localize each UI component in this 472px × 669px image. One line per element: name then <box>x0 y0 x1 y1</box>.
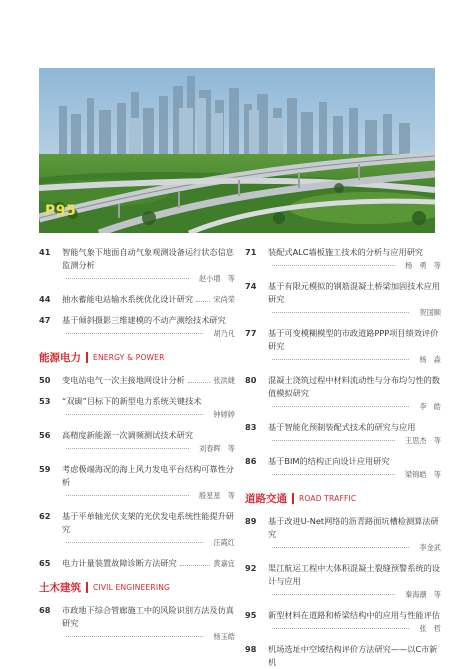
entry-page-number: 65 <box>39 558 51 568</box>
section-header-road <box>245 491 441 506</box>
entry-author: 杨玉皓 <box>213 632 235 641</box>
entry-title: 基于平单轴光伏支架的光伏发电系统性能提升研究 <box>62 511 234 534</box>
entry-title: 基于倾斜摄影三维建模的不动产测绘技术研究 <box>62 315 226 325</box>
section-title: 土木建筑 <box>39 582 81 594</box>
entry-page-number: 77 <box>245 328 257 338</box>
toc-right-column <box>245 246 441 669</box>
entry-page-number: 74 <box>245 281 257 291</box>
entry-title: 基于BIM的结构正向设计应用研究 <box>268 456 390 466</box>
entry-page-number: 50 <box>39 375 51 385</box>
entry-title: 基于智能化预制装配式技术的研究与应用 <box>268 422 416 432</box>
entry-page-number: 83 <box>245 422 257 432</box>
entry-author: 张洪婕 <box>213 376 235 385</box>
entry-author: 李金武 <box>419 543 441 552</box>
entry-page-number: 41 <box>39 247 51 257</box>
section-header-energy <box>39 350 235 365</box>
entry-title: 渠江航运工程中大体积混凝土裂缝预警系统的设计与应用 <box>268 563 440 586</box>
toc-entry[interactable] <box>39 246 235 285</box>
entry-title: 基于可变模糊模型的市政道路PPP项目绩效评价研究 <box>268 328 439 351</box>
entry-title: 装配式ALC墙板施工技术的分析与应用研究 <box>268 247 424 257</box>
entry-page-number: 62 <box>39 511 51 521</box>
toc-entry[interactable] <box>39 604 235 643</box>
section-divider <box>86 352 88 363</box>
toc-entry[interactable] <box>245 562 441 601</box>
toc-entry[interactable] <box>39 463 235 502</box>
entry-author: 赵小增 等 <box>199 274 235 283</box>
entry-author: 宋尚荣 <box>213 295 235 304</box>
entry-title: 基于改进U-Net网络的沥青路面坑槽检测算法研究 <box>268 516 439 539</box>
entry-author: 胡乃凡 <box>213 329 235 338</box>
section-subtitle: ENERGY & POWER <box>93 353 165 362</box>
section-divider <box>292 493 294 504</box>
section-header-civil <box>39 580 235 595</box>
toc-entry[interactable] <box>245 374 441 413</box>
entry-title: 电力计量装置故障诊断方法研究 <box>62 558 177 568</box>
entry-author: 杨 淼 <box>419 355 441 364</box>
toc-entry[interactable] <box>39 374 235 387</box>
toc-left-column <box>39 246 235 643</box>
entry-page-number: 86 <box>245 456 257 466</box>
entry-page-number: 95 <box>245 610 257 620</box>
toc-entry[interactable] <box>39 510 235 549</box>
toc-entry[interactable] <box>245 246 441 272</box>
entry-author: 秦海潮 等 <box>405 590 441 599</box>
entry-title: 智能气象下地面自动气象观测设备运行状态信息监测分析 <box>62 247 234 270</box>
toc-entry[interactable] <box>39 429 235 455</box>
entry-page-number: 47 <box>39 315 51 325</box>
toc-entry[interactable] <box>39 395 235 421</box>
toc-entry[interactable] <box>245 515 441 554</box>
entry-page-number: 59 <box>39 464 51 474</box>
entry-title: 考虑极端海况的海上风力发电平台结构可靠性分析 <box>62 464 234 487</box>
entry-page-number: 80 <box>245 375 257 385</box>
entry-title: 机场选址中空域结构评价方法研究——以C市新机 <box>268 644 438 667</box>
entry-author: 梁锦皓 等 <box>405 470 441 479</box>
section-title: 能源电力 <box>39 352 81 364</box>
entry-author: 汪霞红 <box>213 538 235 547</box>
toc-entry[interactable] <box>39 293 235 306</box>
entry-page-number: 44 <box>39 294 51 304</box>
section-title: 道路交通 <box>245 493 287 505</box>
entry-author: 钟婷婷 <box>213 410 235 419</box>
entry-page-number: 68 <box>39 605 51 615</box>
entry-author: 杨 勇 等 <box>405 261 441 270</box>
entry-page-number: 89 <box>245 516 257 526</box>
entry-page-number: 53 <box>39 396 51 406</box>
entry-page-number: 56 <box>39 430 51 440</box>
cover-image <box>39 68 435 233</box>
toc-entry[interactable] <box>39 557 235 570</box>
section-divider <box>86 582 88 593</box>
toc-entry[interactable] <box>245 280 441 319</box>
entry-author: 殷星星 等 <box>199 491 235 500</box>
entry-author: 李 皓 <box>419 402 441 411</box>
entry-page-number: 71 <box>245 247 257 257</box>
entry-title: 市政地下综合管廊施工中的风险识别方法及仿真研究 <box>62 605 234 628</box>
city-skyline-illustration <box>39 68 435 233</box>
entry-title: 抽水蓄能电站输水系统优化设计研究 <box>62 294 194 304</box>
entry-author: 贺国顺 <box>419 308 441 317</box>
page-label: P95 <box>45 203 77 219</box>
toc-entry[interactable] <box>245 455 441 481</box>
entry-title: 混凝土浇筑过程中材料流动性与分布均匀性的数值模拟研究 <box>268 375 440 398</box>
toc-entry[interactable] <box>245 421 441 447</box>
toc-entry[interactable] <box>245 609 441 635</box>
entry-title: “双碳”目标下的新型电力系统关键技术 <box>62 396 202 406</box>
entry-author: 王思杰 等 <box>405 436 441 445</box>
toc-entry[interactable] <box>39 314 235 340</box>
entry-title: 变电站电气一次主接地网设计分析 <box>62 375 185 385</box>
entry-title: 高精度新能源一次调频测试技术研究 <box>62 430 194 440</box>
toc-entry[interactable] <box>245 643 441 669</box>
entry-page-number: 92 <box>245 563 257 573</box>
section-subtitle: CIVIL ENGINEERING <box>93 583 171 592</box>
section-subtitle: ROAD TRAFFIC <box>299 494 357 503</box>
entry-title: 基于有限元模拟的钢筋混凝土桥梁加固技术应用研究 <box>268 281 440 304</box>
entry-author: 刘春晖 等 <box>199 444 235 453</box>
entry-page-number: 98 <box>245 644 257 654</box>
entry-title: 新型材料在道路和桥梁结构中的应用与性能评估 <box>268 610 440 620</box>
entry-author: 张 哲 <box>419 624 441 633</box>
toc-entry[interactable] <box>245 327 441 366</box>
entry-author: 黄嘉宜 <box>213 559 235 568</box>
